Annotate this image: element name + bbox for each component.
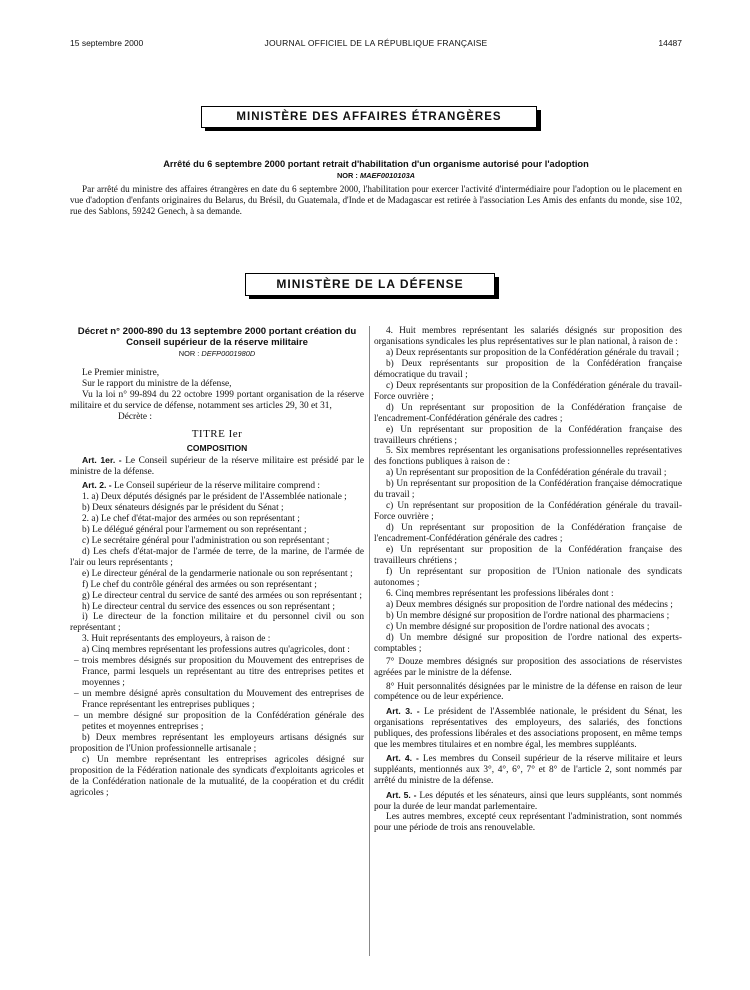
list-item: 2. a) Le chef d'état-major des armées ou son représentant ; — [82, 513, 300, 524]
list-item: 7° Douze membres désignés sur proposition des associations de réservistes agréées par le ministre de la défense. — [374, 657, 682, 679]
ministry-heading: MINISTÈRE DE LA DÉFENSE — [276, 277, 464, 291]
list-item: d) Les chefs d'état-major de l'armée de terre, de la marine, de l'armée de l'air ou leurs représentants ; — [70, 546, 364, 568]
list-item: c) Un membre désigné sur proposition de l'ordre national des avocats ; — [386, 621, 650, 632]
list-item: h) Le directeur central du service des essences ou son représentant ; — [82, 601, 335, 612]
list-item: 5. Six membres représentant les organisations professionnelles représentatives des fonctions publiques à raison de : — [374, 446, 682, 468]
article-4 — [374, 753, 682, 787]
list-item: b) Un membre désigné sur proposition de l'ordre national des pharmaciens ; — [386, 610, 670, 621]
list-item: e) Un représentant sur proposition de la Confédération française des travailleurs chrétiens ; — [374, 424, 682, 446]
paragraph: Sur le rapport du ministre de la défense, — [82, 378, 232, 389]
nor-code: MAEF0010103A — [359, 171, 416, 180]
article-5 — [374, 790, 682, 813]
list-item: d) Un membre désigné sur proposition de l'ordre national des experts-comptables ; — [374, 632, 682, 654]
list-item: e) Un représentant sur proposition de la Confédération française des travailleurs chrétiens ; — [374, 545, 682, 567]
article-label: Art. 5. - — [386, 789, 417, 800]
list-item: 8° Huit personnalités désignées par le ministre de la défense en raison de leur compétence ou de leur expérience. — [374, 681, 682, 703]
list-item: i) Le directeur de la fonction militaire et du personnel civil ou son représentant ; — [70, 612, 364, 634]
list-item: d) Un représentant sur proposition de la Confédération française de l'encadrement-Confédération générale des cadres ; — [374, 402, 682, 424]
article-3 — [374, 706, 682, 751]
ministry-heading-box — [245, 273, 495, 296]
arrete-title — [70, 159, 682, 180]
paragraph: Vu la loi n° 99-894 du 22 octobre 1999 portant organisation de la réserve militaire et du service de défense, notamment ses articles 29, 30 et 31, — [70, 389, 364, 411]
article-label: Art. 3. - — [386, 705, 420, 716]
list-item: c) Un représentant sur proposition de la Confédération générale du travail-Force ouvrière ; — [374, 501, 682, 523]
running-header — [70, 38, 682, 52]
list-item: e) Le directeur général de la gendarmerie nationale ou son représentant ; — [82, 568, 353, 579]
list-item: 1. a) Deux députés désignés par le président de l'Assemblée nationale ; — [82, 491, 347, 502]
article-label: Art. 1er. - — [82, 454, 122, 465]
article-1 — [70, 455, 364, 478]
paragraph: Les membres du Conseil supérieur de la réserve militaire et leurs suppléants, mentionnés aux 3°, 4°, 6°, 7° et 8° de l'article 2, sont nommés par arrêté du ministre de la défense. — [374, 754, 682, 787]
left-column — [70, 326, 364, 799]
list-item: b) Deux sénateurs désignés par le président du Sénat ; — [82, 502, 284, 513]
paragraph: Le Conseil supérieur de la réserve militaire est présidé par le ministre de la défense. — [70, 455, 364, 477]
list-item: a) Un représentant sur proposition de la Confédération générale du travail ; — [386, 468, 667, 479]
list-item: 3. Huit représentants des employeurs, à raison de : — [82, 634, 271, 645]
paragraph: Le président de l'Assemblée nationale, le président du Sénat, les organisations représentatives des employeurs, des salariés, des fonctions publiques, des professions libérales et des associations proposent, en même temps que les membres titulaires et en nombre égal, les membres suppléants. — [374, 706, 682, 750]
nor-code: DEFP0001980D — [201, 349, 256, 358]
journal-title: JOURNAL OFFICIEL DE LA RÉPUBLIQUE FRANÇAISE — [264, 38, 488, 48]
list-item: f) Un représentant sur proposition de l'Union nationale des syndicats autonomes ; — [374, 566, 682, 588]
list-item: a) Deux membres désignés sur proposition de l'ordre national des médecins ; — [386, 599, 673, 610]
article-label: Art. 4. - — [386, 753, 419, 764]
list-item: a) Deux représentants sur proposition de la Confédération générale du travail ; — [386, 347, 679, 358]
list-item: b) Le délégué général pour l'armement ou son représentant ; — [82, 524, 307, 535]
article-label: Art. 2. - — [82, 480, 112, 491]
list-item: b) Deux représentants sur proposition de la Confédération française démocratique du travail ; — [374, 358, 682, 380]
decrete-line: Décrète : — [118, 411, 152, 422]
ministry-heading: MINISTÈRE DES AFFAIRES ÉTRANGÈRES — [236, 111, 502, 123]
paragraph: Les autres membres, excepté ceux représentant l'administration, sont nommés pour une période de trois ans renouvelable. — [374, 812, 682, 834]
list-item: b) Un représentant sur proposition de la Confédération française démocratique du travail ; — [374, 479, 682, 501]
article-2 — [70, 480, 364, 492]
ministry-heading-box — [201, 106, 537, 128]
paragraph: Les députés et les sénateurs, ainsi que leurs suppléants, sont nommés pour la durée de leur mandat parlementaire. — [374, 790, 682, 812]
nor-label: NOR : — [178, 349, 200, 358]
arrete-body: Par arrêté du ministre des affaires étrangères en date du 6 septembre 2000, l'habilitation pour exercer l'activité d'intermédiaire pour l'adoption ou le placement en vue d'adoption d'enfants originaires du Belarus, du Brésil, du Guatemala, d'Inde et de Madagascar est retirée à l'association Les Amis des enfants du monde, sise 102, rue des Sablons, 59242 Genech, à sa demande. — [70, 184, 682, 217]
list-item: c) Deux représentants sur proposition de la Confédération générale du travail-Force ouvrière ; — [374, 380, 682, 402]
list-item: a) Cinq membres représentant les professions autres qu'agricoles, dont : — [82, 645, 350, 656]
paragraph: Le Conseil supérieur de la réserve militaire comprend : — [113, 481, 320, 492]
dash-item: – un membre désigné sur proposition de la Confédération générale des petites et moyennes entreprises ; — [74, 711, 364, 732]
composition-heading: COMPOSITION — [186, 442, 248, 453]
list-item: g) Le directeur central du service de santé des armées ou son représentant ; — [82, 590, 362, 601]
dash-item: – trois membres désignés sur proposition du Mouvement des entreprises de France, parmi lesquels un représentant au titre des entreprises petites et moyennes ; — [74, 656, 364, 689]
paragraph: Le Premier ministre, — [82, 367, 160, 378]
list-item: d) Un représentant sur proposition de la Confédération française de l'encadrement-Confédération générale des cadres ; — [374, 523, 682, 545]
list-item: 4. Huit membres représentant les salariés désignés sur proposition des organisations syndicales les plus représentatives sur le plan national, à raison de : — [374, 326, 682, 347]
list-item: b) Deux membres représentant les employeurs artisans désignés sur proposition de l'Union professionnelle artisanale ; — [70, 732, 364, 754]
list-item: c) Le secrétaire général pour l'administration ou son représentant ; — [82, 535, 330, 546]
arrete-title-text: Arrêté du 6 septembre 2000 portant retrait d'habilitation d'un organisme autorisé pour l'adoption — [163, 159, 589, 169]
nor-line — [70, 349, 364, 360]
titre-heading: TITRE Ier — [191, 427, 243, 440]
list-item: 6. Cinq membres représentant les professions libérales dont : — [386, 588, 614, 599]
page-number: 14487 — [658, 38, 682, 48]
nor-line — [70, 171, 682, 180]
right-column — [374, 326, 682, 834]
nor-label: NOR : — [336, 171, 358, 180]
issue-date: 15 septembre 2000 — [70, 38, 144, 48]
dash-item: – un membre désigné après consultation du Mouvement des entreprises de France représentant les entreprises publiques ; — [74, 689, 364, 711]
list-item: f) Le chef du contrôle général des armées ou son représentant ; — [82, 579, 317, 590]
column-divider — [369, 326, 370, 956]
list-item: c) Un membre représentant les entreprises agricoles désigné sur proposition de la Fédération nationale des syndicats d'exploitants agricoles et de la Confédération nationale de la mutualité, de la coopération et du crédit agricoles ; — [70, 754, 364, 798]
decree-title: Décret n° 2000-890 du 13 septembre 2000 portant création du Conseil supérieur de la réserve militaire — [77, 326, 357, 348]
